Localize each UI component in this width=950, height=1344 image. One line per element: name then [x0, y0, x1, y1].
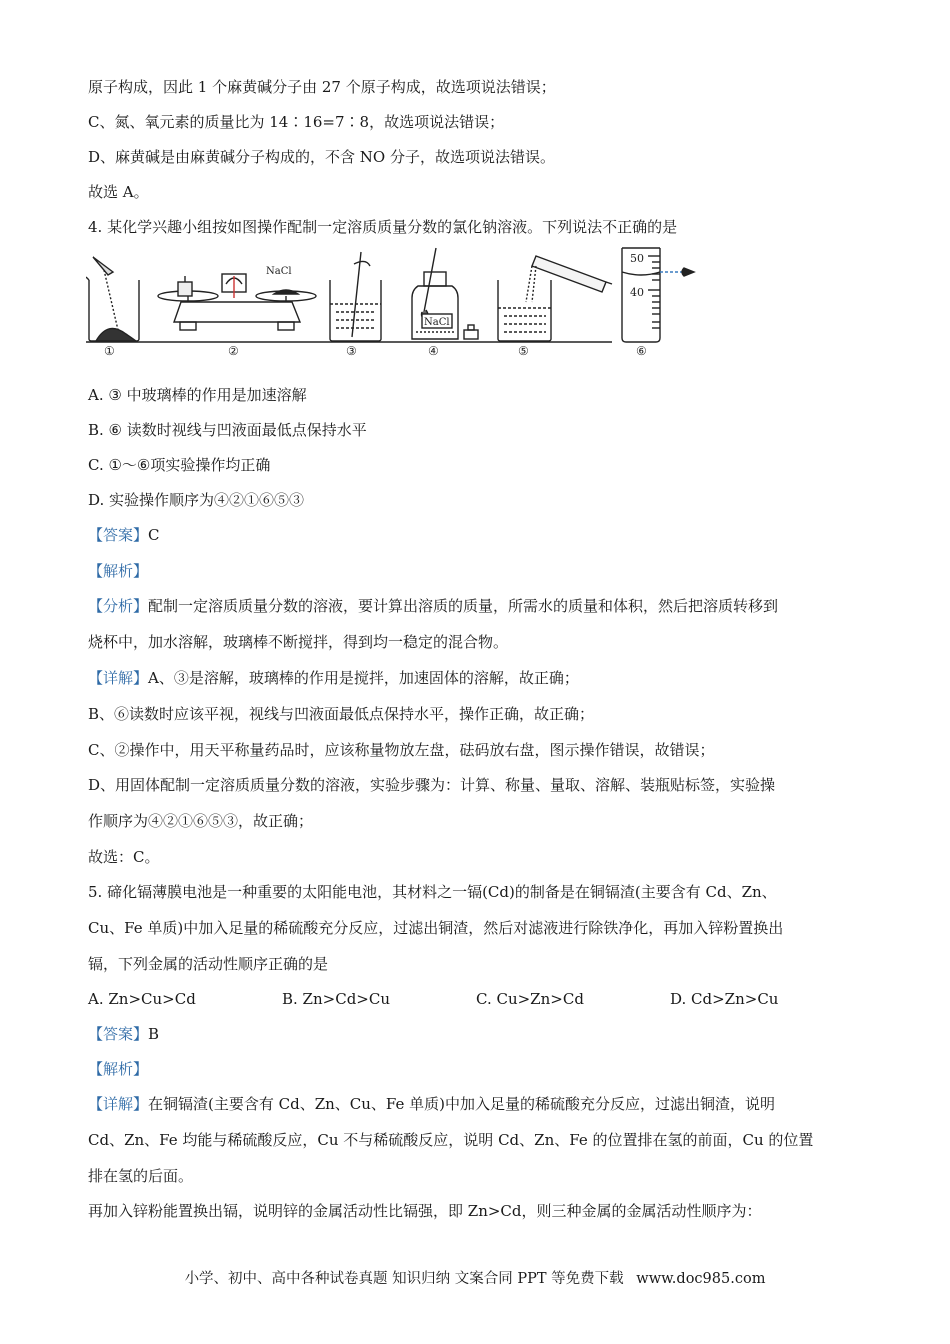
answer-tag: 【答案】: [88, 526, 149, 544]
analysis-heading: [88, 560, 148, 582]
option-c: C. ①～⑥项实验操作均正确: [88, 456, 271, 474]
text-line: Cd、Zn、Fe 均能与稀硫酸反应，Cu 不与稀硫酸反应，说明 Cd、Zn、Fe 的位置排在氢的前面，Cu 的位置: [88, 1131, 814, 1149]
figure-label: ①: [104, 344, 115, 358]
figure-label: ⑤: [518, 344, 529, 358]
text-line: 再加入锌粉能置换出镉，说明锌的金属活动性比镉强，即 Zn>Cd，则三种金属的金属活动性顺序为：: [88, 1202, 762, 1220]
analysis-heading: [88, 1058, 148, 1080]
figure-label: ②: [228, 344, 239, 358]
analysis-tag: 【解析】: [88, 1060, 149, 1078]
balance-scale-icon: [158, 274, 316, 330]
beaker-stirring-icon: [330, 252, 381, 341]
option-a: A. ③ 中玻璃棒的作用是加速溶解: [88, 386, 307, 404]
text-line: C、②操作中，用天平称量药品时，应该称量物放左盘，砝码放右盘，图示操作错误，故错误；: [88, 741, 715, 759]
detail-tag: 【详解】: [88, 1095, 149, 1113]
nacl-bottle-label: NaCl: [424, 317, 450, 328]
beaker-funnel-icon: [86, 257, 139, 341]
experiment-figure: [86, 242, 706, 362]
page-footer: [0, 1268, 950, 1290]
footer-url[interactable]: www.doc985.com: [636, 1271, 766, 1287]
figure-label: ④: [428, 344, 439, 358]
text-line: 排在氢的后面。: [88, 1167, 194, 1185]
question-4-stem: 4. 某化学兴趣小组按如图操作配制一定溶质质量分数的氯化钠溶液。下列说法不正确的是: [88, 218, 678, 236]
answer-value: B: [148, 1025, 160, 1043]
text-line: C、氮、氧元素的质量比为 14∶16=7∶8，故选项说法错误；: [88, 113, 505, 131]
footer-text: 小学、初中、高中各种试卷真题 知识归纳 文案合同 PPT 等免费下载: [184, 1271, 624, 1287]
text-line: B、⑥读数时应该平视，视线与凹液面最低点保持水平，操作正确，故正确；: [88, 705, 595, 723]
cylinder-mark: 40: [630, 286, 644, 299]
figure-label: ③: [346, 344, 357, 358]
text-line: 原子构成，因此 1 个麻黄碱分子由 27 个原子构成，故选项说法错误；: [88, 78, 556, 96]
option-a: A. Zn>Cu>Cd: [88, 990, 196, 1008]
text-line: D、麻黄碱是由麻黄碱分子构成的，不含 NO 分子，故选项说法错误。: [88, 148, 555, 166]
option-b: B. ⑥ 读数时视线与凹液面最低点保持水平: [88, 421, 367, 439]
text-line: 故选 A。: [88, 183, 149, 201]
figure-label: ⑥: [636, 344, 647, 358]
option-d: D. Cd>Zn>Cu: [670, 990, 779, 1008]
detail-text: A、③是溶解，玻璃棒的作用是搅拌，加速固体的溶解，故正确；: [148, 669, 579, 687]
answer-line: [88, 524, 160, 546]
text-line: Cu、Fe 单质)中加入足量的稀硫酸充分反应，过滤出铜渣，然后对滤液进行除铁净化，再加入锌粉置换出: [88, 919, 784, 937]
cylinder-mark: 50: [630, 252, 644, 265]
answer-value: C: [148, 526, 160, 544]
nacl-label: NaCl: [266, 266, 292, 277]
fenxi-tag: 【分析】: [88, 597, 149, 615]
option-d: D. 实验操作顺序为④②①⑥⑤③: [88, 491, 305, 509]
analysis-tag: 【解析】: [88, 562, 149, 580]
fenxi-text: 配制一定溶质质量分数的溶液，要计算出溶质的质量，所需水的质量和体积，然后把溶质转移到: [148, 597, 779, 615]
text-line: 烧杯中，加水溶解，玻璃棒不断搅拌，得到均一稳定的混合物。: [88, 633, 509, 651]
fenxi-line: [88, 595, 778, 617]
text-line: 故选：C。: [88, 848, 160, 866]
question-5-stem: 5. 碲化镉薄膜电池是一种重要的太阳能电池，其材料之一镉(Cd)的制备是在铜镉渣(主要含有 Cd、Zn、: [88, 883, 777, 901]
text-line: 作顺序为④②①⑥⑤③，故正确；: [88, 812, 314, 830]
text-line: 镉，下列金属的活动性顺序正确的是: [88, 955, 329, 973]
option-b: B. Zn>Cd>Cu: [282, 990, 390, 1008]
answer-tag: 【答案】: [88, 1025, 149, 1043]
detail-line: [88, 1093, 775, 1115]
detail-line: [88, 667, 579, 689]
option-c: C. Cu>Zn>Cd: [476, 990, 584, 1008]
text-line: D、用固体配制一定溶质质量分数的溶液，实验步骤为：计算、称量、量取、溶解、装瓶贴标签，实验操: [88, 776, 776, 794]
answer-line: [88, 1023, 159, 1045]
pouring-beaker-icon: [498, 256, 612, 341]
detail-tag: 【详解】: [88, 669, 149, 687]
detail-text: 在铜镉渣(主要含有 Cd、Zn、Cu、Fe 单质)中加入足量的稀硫酸充分反应，过滤出铜渣，说明: [148, 1095, 776, 1113]
